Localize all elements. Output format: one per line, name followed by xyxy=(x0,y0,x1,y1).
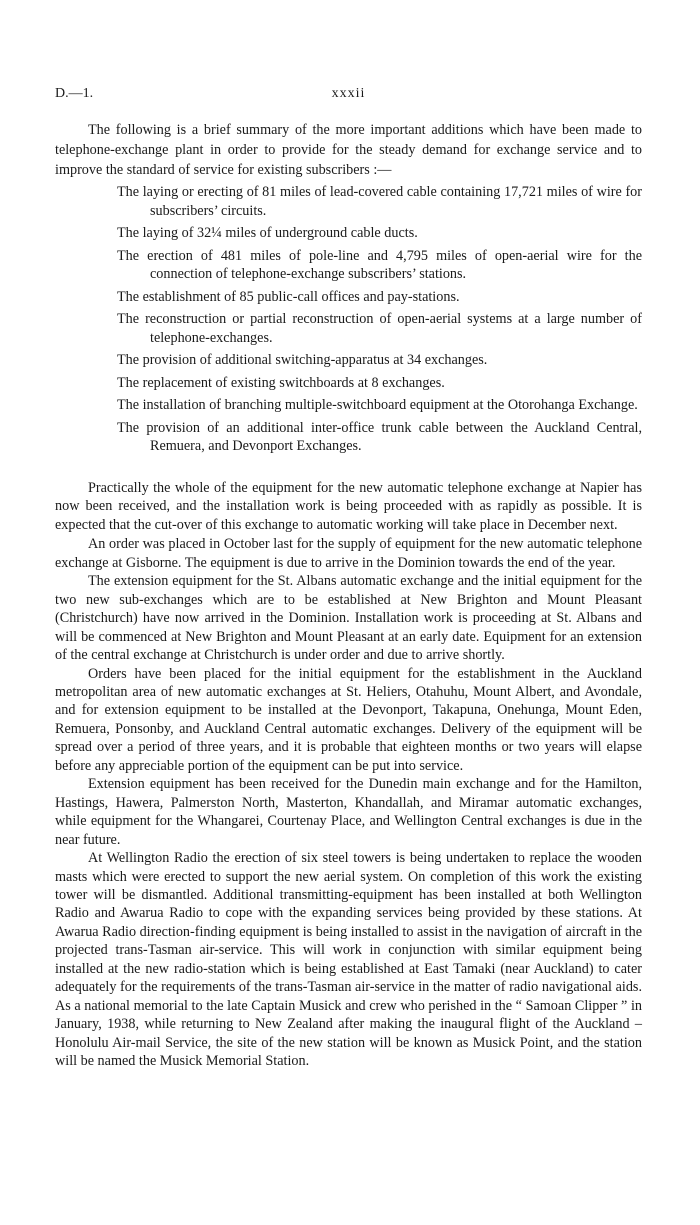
body-text xyxy=(55,479,642,1071)
paragraph-auckland: Orders have been placed for the initial equipment for the establishment in the Auckland metropolitan area of new automatic exchanges at St. Heliers, Otahuhu, Mount Albert, and Avondale, and for extension equipment to be installed at the Devonport, Takapuna, Onehunga, Mount Eden, Remuera, Ponsonby, and Auckland Central automatic exchanges. Delivery of the equipment will be spread over a period of three years, and it is probable that eighteen months or two years will elapse before any appreciable portion of the equipment can be put into service. xyxy=(55,665,642,774)
intro-paragraph: The following is a brief summary of the more important additions which have been made to telephone-exchange plant in order to provide for the steady demand for exchange service and to improve the standard of service for existing subscribers :— xyxy=(55,122,642,178)
paragraph-radio: At Wellington Radio the erection of six steel towers is being undertaken to replace the wooden masts which were erected to support the new aerial system. On completion of this work the existing tower will be dismantled. Additional transmitting-equipment has been installed at both Wellington Radio and Awarua Radio to cope with the expanding services being provided by these stations. At Awarua Radio direction-finding equipment is being installed to assist in the navigation of aircraft in the projected trans-Tasman air-service. This will work in conjunction with similar equipment being installed at the new radio-station which is being established at East Tamaki (near Auckland) to cater adequately for the requirements of the trans-Tasman air-service in the matter of radio navigational aids. As a national memorial to the late Captain Musick and crew who perished in the “ Samoan Clipper ” in January, 1938, while returning to New Zealand after making the inaugural flight of the Auckland – Honolulu Air-mail Service, the site of the new station will be known as Musick Point, and the station will be named the Musick Memorial Station. xyxy=(55,850,642,1070)
list-item: The replacement of existing switchboards at 8 exchanges. xyxy=(117,374,445,391)
list-item: The reconstruction or partial reconstruction of open-aerial systems at a large number of telephone-exchanges. xyxy=(117,311,642,346)
paragraph-gisborne: An order was placed in October last for the supply of equipment for the new automatic telephone exchange at Gisborne. The equipment is due to arrive in the Dominion towards the end of the year. xyxy=(55,536,642,571)
list-item: The establishment of 85 public-call offices and pay-stations. xyxy=(117,288,460,305)
page-header xyxy=(55,86,642,106)
list-item: The installation of branching multiple-switchboard equipment at the Otorohanga Exchange. xyxy=(117,397,638,413)
list-item: The provision of an additional inter-office trunk cable between the Auckland Central, Remuera, and Devonport Exchanges. xyxy=(117,419,642,454)
page-number: xxxii xyxy=(331,86,366,101)
paragraph-extension-equipment: Extension equipment has been received for the Dunedin main exchange and for the Hamilton, Hastings, Hawera, Palmerston North, Masterton, Khandallah, and Miramar automatic exchanges, while equipment for the Whangarei, Courtenay Place, and Wellington Central exchanges is due in the near future. xyxy=(55,776,642,848)
list-item: The laying of 32¼ miles of underground cable ducts. xyxy=(117,225,418,241)
list-item: The laying or erecting of 81 miles of lead-covered cable containing 17,721 miles of wire for subscribers’ circuits. xyxy=(117,184,642,219)
document-reference: D.—1. xyxy=(55,86,94,101)
list-item: The provision of additional switching-apparatus at 34 exchanges. xyxy=(117,352,488,368)
list-item: The erection of 481 miles of pole-line and 4,795 miles of open-aerial wire for the connection of telephone-exchange subscribers’ stations. xyxy=(117,247,642,282)
paragraph-st-albans: The extension equipment for the St. Albans automatic exchange and the initial equipment for the two new sub-exchanges which are to be established at New Brighton and Mount Pleasant (Christchurch) have now arrived in the Dominion. Installation work is proceeding at St. Albans and will be commenced at New Brighton and Mount Pleasant at an early date. Equipment for an extension of the central exchange at Christchurch is under order and due to arrive shortly. xyxy=(55,573,642,664)
paragraph-napier: Practically the whole of the equipment for the new automatic telephone exchange at Napier has now been received, and the installation work is being proceeded with as rapidly as possible. It is expected that the cut-over of this exchange to automatic working will take place in December next. xyxy=(55,480,642,533)
additions-list xyxy=(117,183,642,460)
